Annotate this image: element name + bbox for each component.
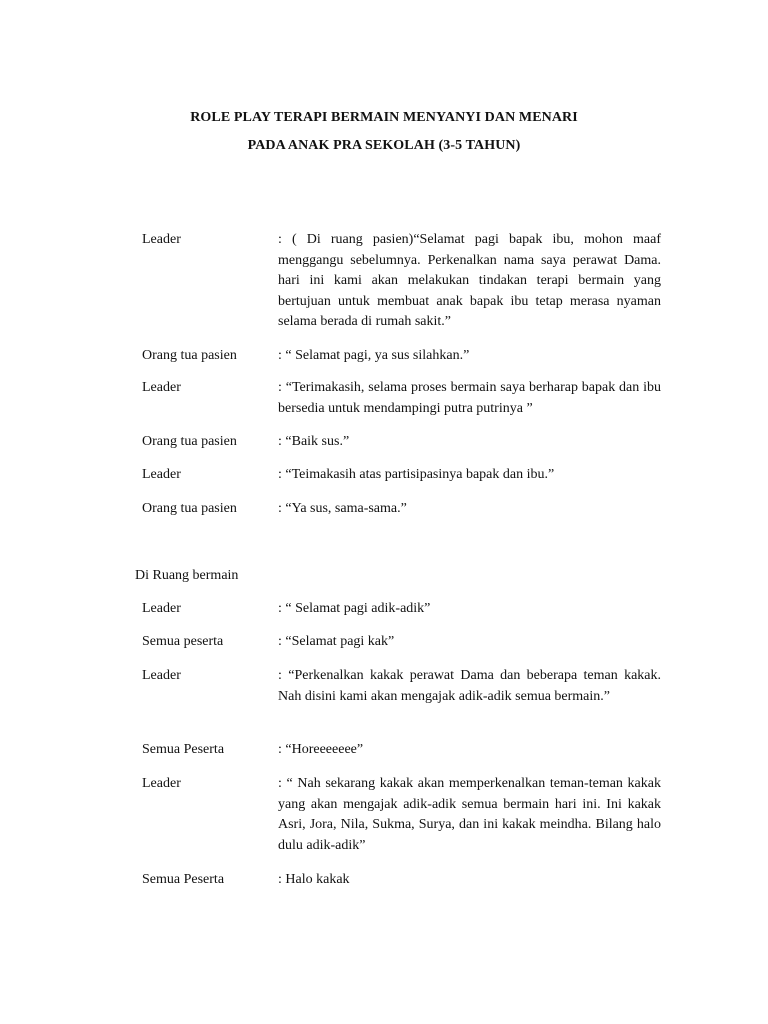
speaker-label: Leader <box>142 232 181 247</box>
speech-text: : “ Nah sekarang kakak akan memperkenalkan teman-teman kakak yang akan mengajak adik-adik semua bermain hari ini. Ini kakak Asri, Jora, Nila, Sukma, Surya, dan ini kakak meindha. Bilang halo dulu adik-adik” <box>278 776 661 853</box>
speaker-label: Semua peserta <box>142 634 224 649</box>
speech-text: : “ Selamat pagi, ya sus silahkan.” <box>278 348 470 363</box>
document-title-line-1: ROLE PLAY TERAPI BERMAIN MENYANYI DAN MENARI <box>190 110 578 125</box>
speech-text: : “Ya sus, sama-sama.” <box>278 501 407 516</box>
speech-text: : “Terimakasih, selama proses bermain saya berharap bapak dan ibu bersedia untuk mendampingi putra putrinya ” <box>278 380 661 416</box>
speaker-label: Leader <box>142 380 181 395</box>
speaker-label: Leader <box>142 467 181 482</box>
speech-text: : “Perkenalkan kakak perawat Dama dan beberapa teman kakak. Nah disini kami akan mengajak adik-adik semua bermain.” <box>278 668 661 704</box>
speaker-label: Orang tua pasien <box>142 501 237 516</box>
speech-text: : “ Selamat pagi adik-adik” <box>278 601 431 616</box>
document-title-line-2: PADA ANAK PRA SEKOLAH (3-5 TAHUN) <box>247 138 521 153</box>
speaker-label: Orang tua pasien <box>142 434 237 449</box>
speech-text: : ( Di ruang pasien)“Selamat pagi bapak ibu, mohon maaf menggangu sebelumnya. Perkenalkan nama saya perawat Dama. hari ini kami akan melakukan tindakan terapi bermain yang bertujuan untuk membuat anak bapak ibu tetap merasa nyaman selama berada di rumah sakit.” <box>278 232 661 329</box>
speaker-label: Leader <box>142 601 181 616</box>
speaker-label: Semua Peserta <box>142 872 225 887</box>
speaker-label: Leader <box>142 776 181 791</box>
speech-text: : “Baik sus.” <box>278 434 350 449</box>
speaker-label: Leader <box>142 668 181 683</box>
speaker-label: Semua Peserta <box>142 742 225 757</box>
speech-text: : Halo kakak <box>278 872 350 887</box>
speech-text: : “Selamat pagi kak” <box>278 634 395 649</box>
speech-text: : “Teimakasih atas partisipasinya bapak dan ibu.” <box>278 467 555 482</box>
speech-text: : “Horeeeeeee” <box>278 742 364 757</box>
section-heading: Di Ruang bermain <box>135 568 239 583</box>
speaker-label: Orang tua pasien <box>142 348 237 363</box>
